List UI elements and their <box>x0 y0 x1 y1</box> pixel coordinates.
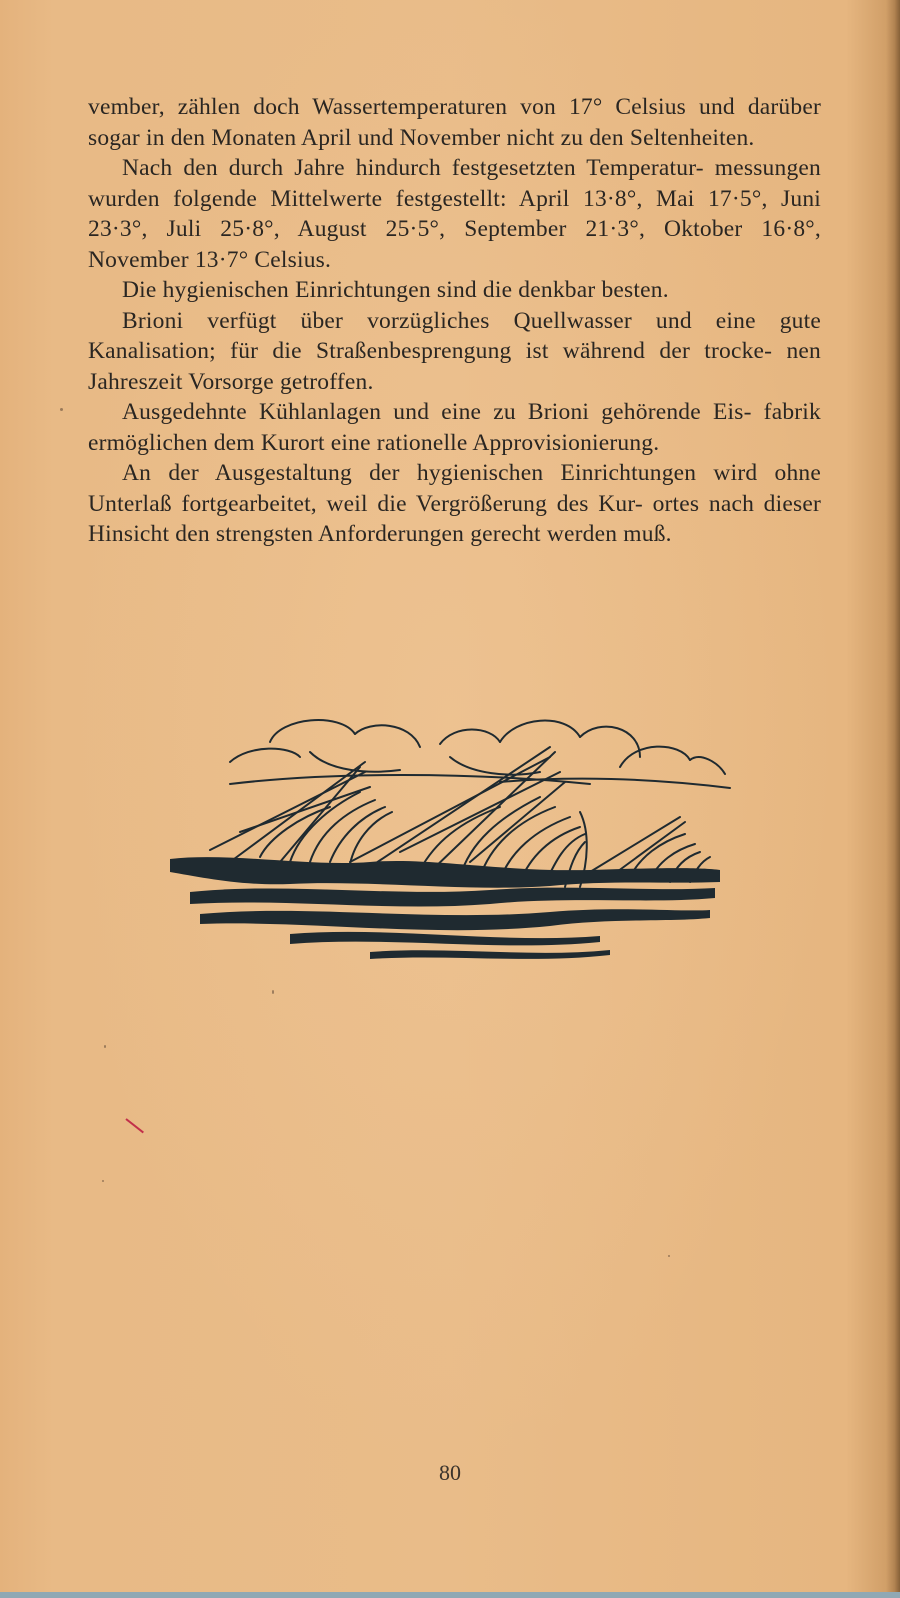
paragraph-hygiene: Die hygienischen Einrichtungen sind die denkbar besten. <box>122 277 669 303</box>
red-pencil-mark <box>125 1118 144 1133</box>
paper-speck <box>668 1255 670 1257</box>
paragraph-cooling: Ausgedehnte Kühlanlagen und eine zu Brioni gehörende Eis- fabrik ermöglichen dem Kurort eine rationelle Approvisionierung. <box>88 399 821 456</box>
paragraph-temperatures: Nach den durch Jahre hindurch festgesetzten Temperatur- messungen wurden folgende Mittelwerte festgestellt: April 13·8°, Mai 17·5°, Juni 23·3°, Juli 25·8°, August 25·5°, September 21·3°, Oktober 16·8°, November 13·7° Celsius. <box>88 155 821 273</box>
page-edge-shadow <box>886 0 900 1598</box>
paper-speck <box>272 990 274 994</box>
paper-speck <box>102 1180 104 1182</box>
scan-border <box>0 1592 900 1598</box>
sailing-ships-icon <box>170 712 740 992</box>
paper-speck <box>60 408 63 411</box>
page-number: 80 <box>439 1460 461 1485</box>
paragraph-continuation: vember, zählen doch Wassertemperaturen von 17° Celsius und darüber sogar in den Monaten April und November nicht zu den Seltenheiten. <box>88 94 821 151</box>
body-text <box>88 92 821 550</box>
paper-speck <box>104 1045 106 1048</box>
paragraph-water: Brioni verfügt über vorzügliches Quellwasser und eine gute Kanalisation; für die Straßenbesprengung ist während der trocke- nen Jahreszeit Vorsorge getroffen. <box>88 307 821 395</box>
paragraph-development: An der Ausgestaltung der hygienischen Einrichtungen wird ohne Unterlaß fortgearbeitet, weil die Vergrößerung des Kur- ortes nach dieser Hinsicht den strengsten Anforderungen gerecht werden muß. <box>88 460 821 547</box>
